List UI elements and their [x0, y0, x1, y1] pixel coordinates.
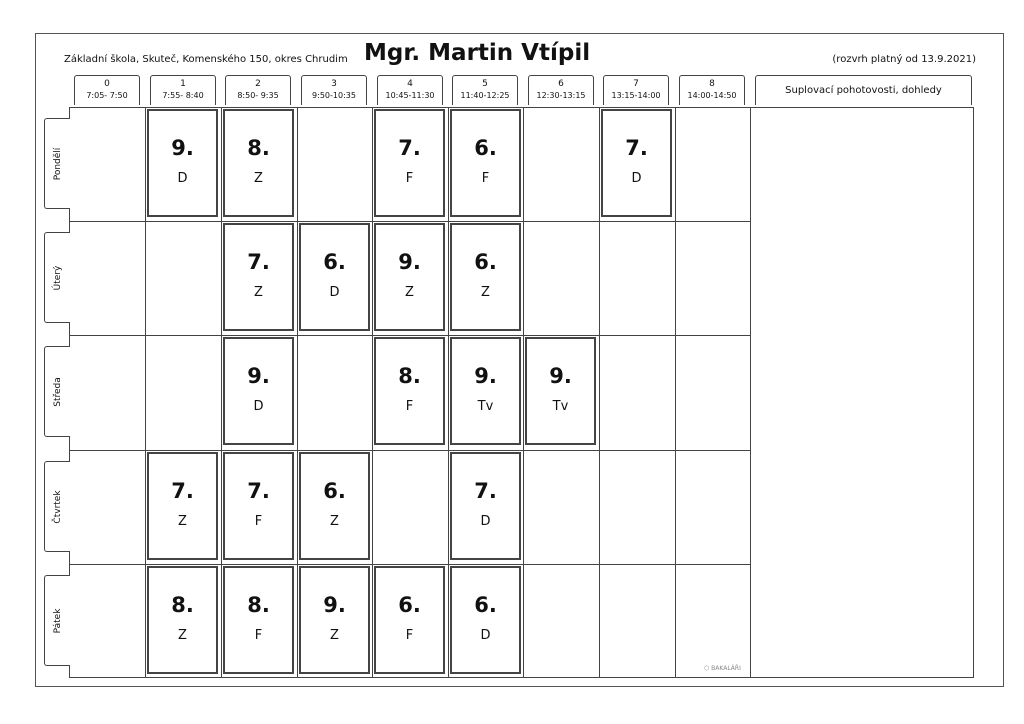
day-label	[44, 575, 70, 666]
lesson-cell	[450, 452, 521, 560]
lesson-class: 8.	[247, 593, 270, 617]
bakalari-logo-text: BAKALÁŘI	[711, 665, 741, 672]
lesson-cell	[374, 109, 445, 217]
lesson-class: 6.	[323, 250, 346, 274]
lesson-class: 8.	[247, 136, 270, 160]
period-number: 3	[331, 79, 337, 89]
grid-column-line	[675, 107, 676, 678]
lesson-cell	[223, 223, 294, 331]
day-label	[44, 346, 70, 437]
period-number: 4	[407, 79, 413, 89]
lesson-subject: Z	[330, 514, 339, 529]
lesson-class: 7.	[247, 479, 270, 503]
lesson-class: 9.	[323, 593, 346, 617]
lesson-subject: Z	[405, 285, 414, 300]
grid-row-line	[69, 564, 750, 565]
grid-column-line	[523, 107, 524, 678]
lesson-class: 9.	[474, 364, 497, 388]
lesson-subject: Tv	[552, 399, 569, 414]
day-label-text: Úterý	[52, 265, 63, 290]
lesson-subject: F	[405, 399, 414, 414]
lesson-subject: D	[480, 514, 491, 529]
period-header-2	[225, 75, 291, 105]
lesson-cell	[223, 337, 294, 445]
lesson-cell	[374, 337, 445, 445]
period-number: 7	[633, 79, 639, 89]
school-name: Základní škola, Skuteč, Komenského 150, okres Chrudim	[64, 54, 348, 65]
period-time: 7:55- 8:40	[162, 91, 204, 100]
period-time: 12:30-13:15	[536, 91, 586, 100]
lesson-class: 7.	[398, 136, 421, 160]
period-header-7	[603, 75, 669, 105]
lesson-subject: F	[254, 628, 263, 643]
lesson-class: 6.	[474, 593, 497, 617]
lesson-cell	[450, 566, 521, 674]
day-label	[44, 232, 70, 323]
supl-header: Suplovací pohotovosti, dohledy	[755, 75, 972, 105]
lesson-cell	[450, 337, 521, 445]
lesson-cell	[299, 566, 370, 674]
day-label-text: Čtvrtek	[52, 489, 63, 524]
teacher-name: Mgr. Martin Vtípil	[364, 40, 591, 66]
lesson-class: 9.	[549, 364, 572, 388]
lesson-subject: D	[177, 171, 188, 186]
day-label-text: Pondělí	[52, 147, 63, 180]
lesson-subject: Z	[481, 285, 490, 300]
lesson-cell	[223, 566, 294, 674]
lesson-subject: Z	[254, 171, 263, 186]
period-header-0	[74, 75, 140, 105]
lesson-cell	[223, 452, 294, 560]
lesson-cell	[147, 566, 218, 674]
period-header-4	[377, 75, 443, 105]
lesson-subject: D	[329, 285, 340, 300]
lesson-subject: F	[405, 171, 414, 186]
period-time: 13:15-14:00	[611, 91, 661, 100]
lesson-class: 8.	[171, 593, 194, 617]
period-number: 8	[709, 79, 715, 89]
lesson-cell	[299, 223, 370, 331]
lesson-class: 7.	[625, 136, 648, 160]
lesson-cell	[450, 223, 521, 331]
day-label	[44, 461, 70, 552]
grid-column-line	[221, 107, 222, 678]
lesson-subject: Tv	[477, 399, 494, 414]
bakalari-logo-icon: ⬡	[704, 665, 710, 672]
grid-column-line	[297, 107, 298, 678]
lesson-class: 8.	[398, 364, 421, 388]
lesson-class: 7.	[247, 250, 270, 274]
bakalari-logo	[704, 665, 741, 672]
lesson-class: 6.	[323, 479, 346, 503]
grid-column-line	[145, 107, 146, 678]
grid-column-line	[599, 107, 600, 678]
grid-column-line	[750, 107, 751, 678]
lesson-cell	[223, 109, 294, 217]
lesson-class: 6.	[474, 136, 497, 160]
lesson-subject: D	[253, 399, 264, 414]
period-number: 6	[558, 79, 564, 89]
day-label-text: Pátek	[52, 608, 63, 633]
grid-column-line	[372, 107, 373, 678]
period-time: 11:40-12:25	[460, 91, 510, 100]
period-time: 8:50- 9:35	[237, 91, 279, 100]
period-time: 9:50-10:35	[312, 91, 356, 100]
grid-column-line	[448, 107, 449, 678]
lesson-class: 7.	[474, 479, 497, 503]
period-number: 0	[104, 79, 110, 89]
valid-from: (rozvrh platný od 13.9.2021)	[832, 54, 976, 65]
lesson-subject: F	[481, 171, 490, 186]
period-number: 2	[255, 79, 261, 89]
lesson-class: 9.	[247, 364, 270, 388]
lesson-class: 6.	[398, 593, 421, 617]
lesson-cell	[374, 223, 445, 331]
period-time: 10:45-11:30	[385, 91, 435, 100]
lesson-subject: D	[480, 628, 491, 643]
lesson-class: 9.	[398, 250, 421, 274]
lesson-cell	[601, 109, 672, 217]
grid-row-line	[69, 450, 750, 451]
lesson-cell	[450, 109, 521, 217]
period-header-8	[679, 75, 745, 105]
period-header-1	[150, 75, 216, 105]
lesson-class: 6.	[474, 250, 497, 274]
period-header-5	[452, 75, 518, 105]
grid-row-line	[69, 221, 750, 222]
lesson-cell	[147, 109, 218, 217]
period-number: 5	[482, 79, 488, 89]
lesson-cell	[299, 452, 370, 560]
lesson-subject: Z	[178, 514, 187, 529]
lesson-subject: D	[631, 171, 642, 186]
lesson-subject: F	[405, 628, 414, 643]
period-number: 1	[180, 79, 186, 89]
lesson-class: 9.	[171, 136, 194, 160]
period-header-6	[528, 75, 594, 105]
period-time: 7:05- 7:50	[86, 91, 128, 100]
grid-row-line	[69, 335, 750, 336]
day-label	[44, 118, 70, 209]
lesson-subject: Z	[254, 285, 263, 300]
lesson-cell	[525, 337, 596, 445]
lesson-subject: F	[254, 514, 263, 529]
lesson-subject: Z	[178, 628, 187, 643]
period-time: 14:00-14:50	[687, 91, 737, 100]
period-header-3	[301, 75, 367, 105]
lesson-class: 7.	[171, 479, 194, 503]
lesson-subject: Z	[330, 628, 339, 643]
lesson-cell	[374, 566, 445, 674]
day-label-text: Středa	[52, 376, 63, 407]
lesson-cell	[147, 452, 218, 560]
